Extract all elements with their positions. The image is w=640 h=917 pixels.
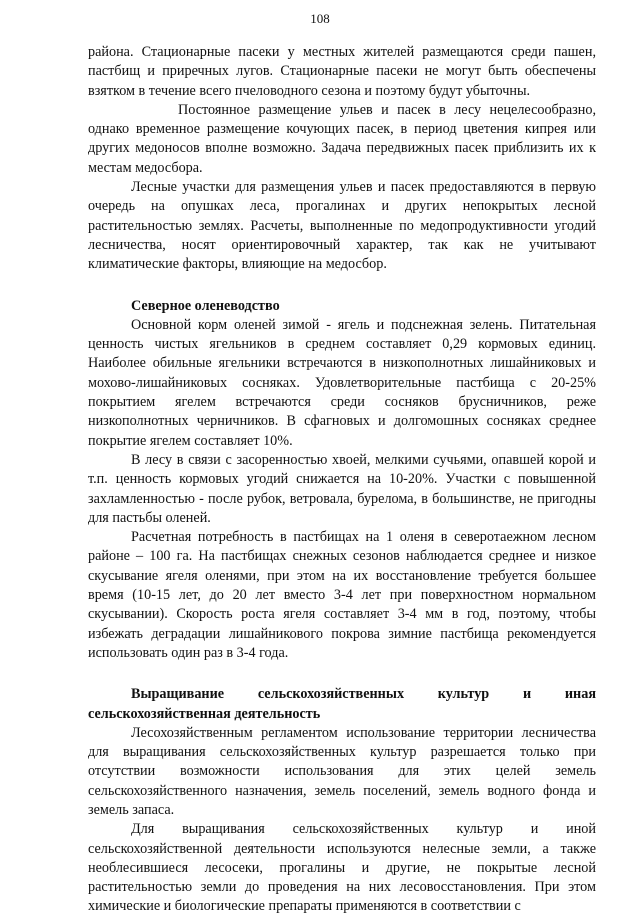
section-gap	[88, 275, 596, 297]
section-gap	[88, 663, 596, 685]
heading-reindeer-herding: Северное оленеводство	[131, 297, 280, 314]
paragraph-agriculture-2: Для выращивания сельскохозяйственных культур и иной сельскохозяйственной деятельности используются нелесные земли, а также необлесившиеся лесосеки, прогалины и другие, не покрытые лесной растительностью земли до проведения на них лесовосстановления. При этом химические и биологические препараты применяются в соответствии с	[88, 821, 596, 915]
page-content	[88, 43, 596, 917]
heading-agriculture: Выращивание сельскохозяйственных культур и иная сельскохозяйственная деятельность	[88, 686, 596, 722]
paragraph-reindeer-1: Основной корм оленей зимой - ягель и подснежная зелень. Питательная ценность чистых ягельников в среднем составляет 0,29 кормовых единиц. Наиболее обильные ягельники встречаются в низкополнотных лишайниковых и мохово-лишайниковых сосняках. Удовлетворительные пастбища с 20-25% покрытием ягелем встречаются среди сосняков брусничников, реже низкополнотных черничников. В сфагновых и долгомошных сосняках среднее покрытие ягелем составляет 10%.	[88, 316, 596, 449]
paragraph-agriculture-1: Лесохозяйственным регламентом использование территории лесничества для выращивания сельскохозяйственных культур разрешается только при отсутствии возможности использования для этих целей земель сельскохозяйственного назначения, земель поселений, земель водного фонда и земель запаса.	[88, 724, 596, 818]
paragraph-intro-3: Лесные участки для размещения ульев и пасек предоставляются в первую очередь на опушках леса, прогалинах и других непокрытых лесной растительностью землях. Расчеты, выполненные по медопродуктивности угодий лесничества, носят ориентировочный характер, так как не учитывают климатические факторы, влияющие на медосбор.	[88, 179, 596, 273]
page-number: 108	[310, 11, 330, 26]
paragraph-intro-1: района. Стационарные пасеки у местных жителей размещаются среди пашен, пастбищ и приречных лугов. Стационарные пасеки не могут быть обеспечены взятком в течение всего пчеловодного сезона и поэтому будут убыточны.	[88, 44, 596, 99]
paragraph-intro-2: Постоянное размещение ульев и пасек в лесу нецелесообразно, однако временное размещение кочующих пасек, в период цветения кипрея или других медоносов вполне возможно. Задача передвижных пасек приблизить их к местам медосбора.	[88, 101, 596, 176]
paragraph-reindeer-2: В лесу в связи с засоренностью хвоей, мелкими сучьями, опавшей корой и т.п. ценность кормовых угодий снижается на 10-20%. Участки с повышенной захламленностью - после рубок, ветровала, бурелома, в большинстве, не пригодны для пастьбы оленей.	[88, 451, 596, 526]
paragraph-reindeer-3: Расчетная потребность в пастбищах на 1 оленя в северотаежном лесном районе – 100 га. На пастбищах снежных сезонов наблюдается среднее и низкое скусывание ягеля оленями, при этом на их восстановление требуется большее время (10-15 лет, до 20 лет вместо 3-4 лет при поверхностном нормальном скусывании). Скорость роста ягеля составляет 3-4 мм в год, поэтому, чтобы избежать деградации лишайникового покрова зимние пастбища рекомендуется использовать один раз в 3-4 года.	[88, 529, 596, 661]
